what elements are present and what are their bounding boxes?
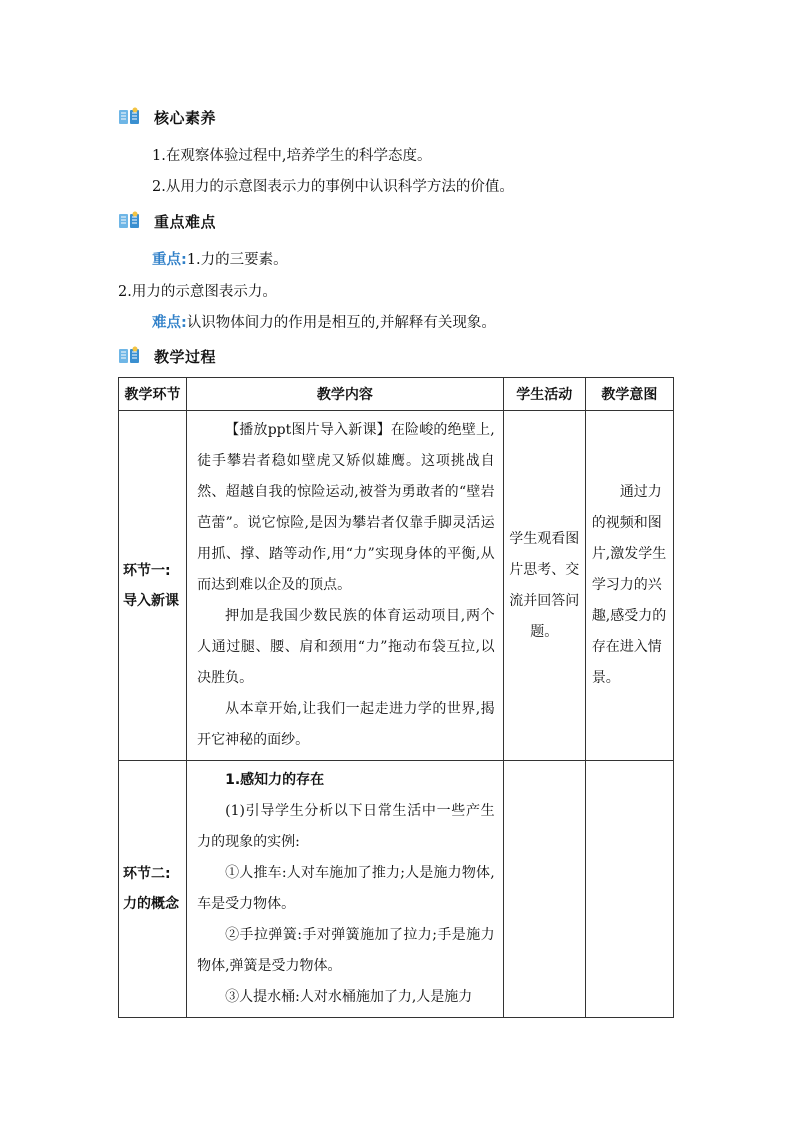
segment-cell: 环节二:力的概念 [119,761,187,1018]
section-core-header [118,106,216,128]
key-point-line [152,248,288,269]
key-text-1: 1.力的三要素。 [186,252,288,268]
difficulty-label: 难点: [152,315,187,331]
content-paragraph: (1)引导学生分析以下日常生活中一些产生力的现象的实例: [197,803,495,850]
key-text-2: 2.用力的示意图表示力。 [118,284,277,300]
header-content: 教学内容 [187,378,504,411]
student-activity-cell: 学生观看图片思考、交流并回答问题。 [503,411,585,761]
content-paragraph: 从本章开始,让我们一起走进力学的世界,揭开它神秘的面纱。 [197,701,495,748]
section-title: 重点难点 [154,212,217,231]
intent-cell [585,761,673,1018]
student-activity-cell [503,761,585,1018]
content-paragraph: ①人推车:人对车施加了推力;人是施力物体,车是受力物体。 [197,865,495,912]
table-row [119,411,674,761]
table-row [119,761,674,1018]
key-label: 重点: [152,252,187,268]
difficulty-text: 认识物体间力的作用是相互的,并解释有关现象。 [186,315,496,331]
table-header-row [119,378,674,411]
content-cell [187,411,504,761]
section-process-header [118,345,216,367]
section-key-header [118,210,216,232]
header-intent: 教学意图 [585,378,673,411]
content-paragraph: ②手拉弹簧:手对弹簧施加了拉力;手是施力物体,弹簧是受力物体。 [197,927,495,974]
core-item-2: 2.从用力的示意图表示力的事例中认识科学方法的价值。 [152,179,514,195]
segment-cell: 环节一:导入新课 [119,411,187,761]
intent-cell [585,411,673,761]
content-paragraph: ③人提水桶:人对水桶施加了力,人是施力 [225,989,473,1005]
content-cell [187,761,504,1018]
book-icon [118,346,140,366]
teaching-process-table [118,377,674,1018]
content-paragraph: 【播放ppt图片导入新课】在险峻的绝壁上,徒手攀岩者稳如壁虎又矫似雄鹰。这项挑战自然、超越自我的惊险运动,被誉为勇敢者的“壁岩芭蕾”。说它惊险,是因为攀岩者仅靠手脚灵活运用抓、撑、踏等动作,用“力”实现身体的平衡,从而达到难以企及的顶点。 [197,422,495,593]
section-title: 核心素养 [154,108,217,127]
book-icon [118,107,140,127]
header-segment: 教学环节 [119,378,187,411]
book-icon [118,211,140,231]
content-title: 1.感知力的存在 [225,772,325,788]
core-item-1: 1.在观察体验过程中,培养学生的科学态度。 [152,148,432,164]
content-paragraph: 押加是我国少数民族的体育运动项目,两个人通过腿、腰、肩和颈用“力”拖动布袋互拉,以决胜负。 [197,608,495,686]
section-title: 教学过程 [154,347,217,366]
intent-paragraph: 通过力的视频和图片,激发学生学习力的兴趣,感受力的存在进入情景。 [591,484,667,686]
header-student: 学生活动 [503,378,585,411]
difficulty-line [152,311,496,332]
